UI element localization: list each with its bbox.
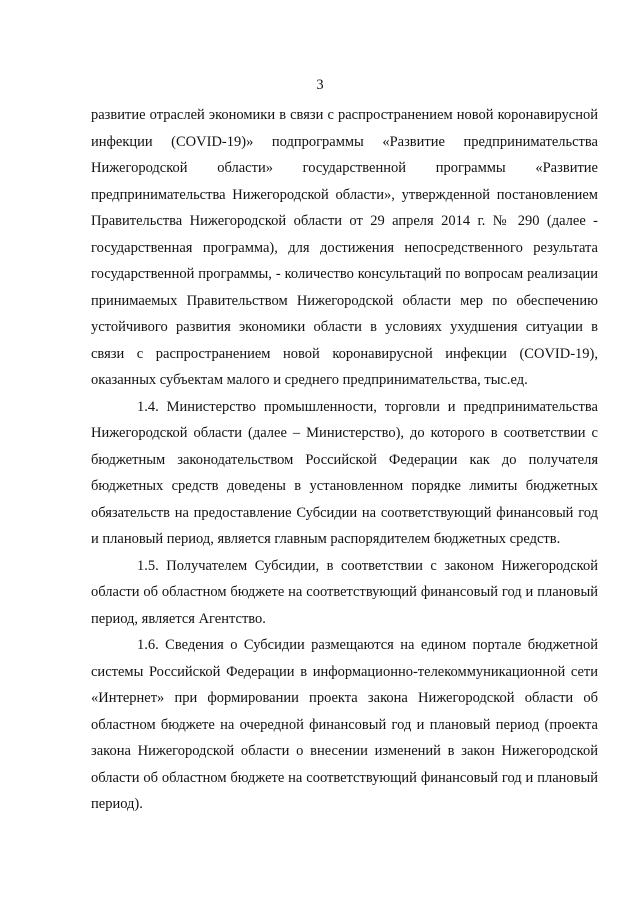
page-number: 3 [316, 77, 324, 93]
paragraph-continuation: развитие отраслей экономики в связи с распространением новой коронавирусной инфекции (COVID-19)» подпрограммы «Развитие предпринимательства Нижегородской области» государственной программы «Развитие предпринимательства Нижегородской области», утвержденной постановлением Правительства Нижегородской области от 29 апреля 2014 г. № 290 (далее - государственная программа), для достижения непосредственного результата государственной программы, - количество консультаций по вопросам реализации принимаемых Правительством Нижегородской области мер по обеспечению устойчивого развития экономики области в условиях ухудшения ситуации в связи с распространением новой коронавирусной инфекции (COVID-19), оказанных субъектам малого и среднего предпринимательства, тыс.ед. [91, 107, 598, 388]
paragraph-1-5: 1.5. Получателем Субсидии, в соответствии с законом Нижегородской области об областном бюджете на соответствующий финансовый год и плановый период, является Агентство. [91, 557, 598, 627]
paragraph-1-6: 1.6. Сведения о Субсидии размещаются на едином портале бюджетной системы Российской Федерации в информационно-телекоммуникационной сети «Интернет» при формировании проекта закона Нижегородской области об областном бюджете на очередной финансовый год и плановый период (проекта закона Нижегородской области о внесении изменений в закон Нижегородской области об областном бюджете на соответствующий финансовый год и плановый период). [91, 637, 598, 812]
document-body [91, 102, 598, 818]
paragraph-1-4: 1.4. Министерство промышленности, торговли и предпринимательства Нижегородской области (далее – Министерство), до которого в соответствии с бюджетным законодательством Российской Федерации как до получателя бюджетных средств доведены в установленном порядке лимиты бюджетных обязательств на предоставление Субсидии на соответствующий финансовый год и плановый период, является главным распорядителем бюджетных средств. [91, 398, 598, 547]
